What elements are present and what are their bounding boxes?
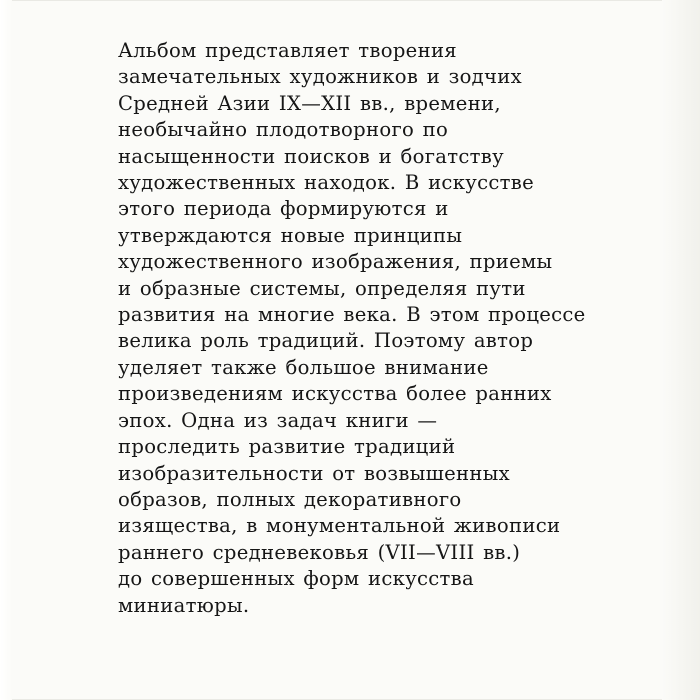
text-line: уделяет также большое внимание <box>118 355 489 379</box>
text-line: эпох. Одна из задач книги — <box>118 408 438 432</box>
text-line: велика роль традиций. Поэтому автор <box>118 329 534 353</box>
annotation-paragraph <box>118 38 618 619</box>
text-line: произведениям искусства более ранних <box>118 382 552 406</box>
text-line: раннего средневековья (VII—VIII вв.) <box>118 540 521 564</box>
text-line: этого периода формируются и <box>118 197 449 221</box>
text-line: Альбом представляет творения <box>118 39 457 62</box>
text-line: и образные системы, определяя пути <box>118 276 526 300</box>
text-line: до совершенных форм искусства <box>118 567 474 591</box>
text-line: образов, полных декоративного <box>118 487 462 511</box>
text-line: художественных находок. В искусстве <box>118 171 534 195</box>
text-line: необычайно плодотворного по <box>118 118 449 142</box>
text-line: художественного изображения, приемы <box>118 250 553 274</box>
page-edge-right <box>662 0 700 700</box>
text-line: насыщенности поисков и богатству <box>118 144 504 168</box>
page-edge-left <box>0 0 12 700</box>
text-line: проследить развитие традиций <box>118 435 456 459</box>
text-line: Средней Азии IX—XII вв., времени, <box>118 91 501 115</box>
text-line: изящества, в монументальной живописи <box>118 514 561 538</box>
text-line: изобразительности от возвышенных <box>118 461 510 485</box>
text-line: миниатюры. <box>118 593 250 617</box>
text-line: утверждаются новые принципы <box>118 223 463 247</box>
text-line: развития на многие века. В этом процессе <box>118 303 586 327</box>
text-line: замечательных художников и зодчих <box>118 65 523 89</box>
